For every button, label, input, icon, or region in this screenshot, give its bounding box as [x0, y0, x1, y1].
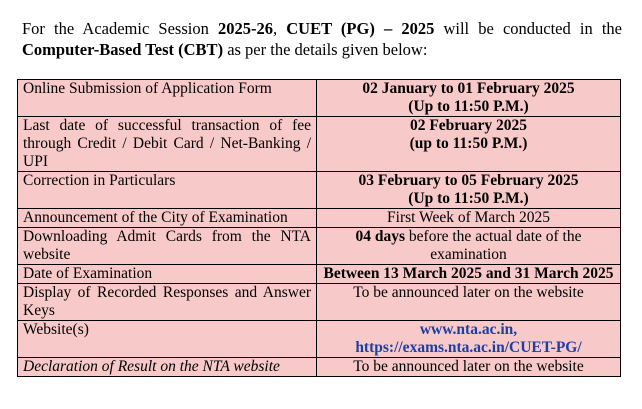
row-value: [317, 117, 621, 172]
table-row: [18, 80, 621, 117]
value-line: (up to 11:50 P.M.): [409, 135, 528, 152]
exam-mode: Computer-Based Test (CBT): [22, 40, 224, 59]
row-value: First Week of March 2025: [317, 209, 621, 228]
row-label: Online Submission of Application Form: [18, 80, 317, 117]
value-line: 02 February 2025: [409, 117, 528, 134]
row-label: Display of Recorded Responses and Answer Keys: [18, 284, 317, 321]
website-link-cuet-pg[interactable]: https://exams.nta.ac.in/CUET-PG/: [355, 339, 582, 356]
row-value: [317, 321, 621, 358]
row-label: Website(s): [18, 321, 317, 358]
table-row: [18, 209, 621, 228]
session-year: 2025-26: [217, 19, 273, 38]
value-line: 03 February to 05 February 2025: [358, 172, 579, 189]
row-label: Last date of successful transaction of fee through Credit / Debit Card / Net-Banking / UPI: [18, 117, 317, 172]
row-label: Announcement of the City of Examination: [18, 209, 317, 228]
website-link-nta[interactable]: www.nta.ac.in,: [419, 321, 518, 338]
row-value: Between 13 March 2025 and 31 March 2025: [317, 265, 621, 284]
table-row: [18, 228, 621, 265]
row-label: Date of Examination: [18, 265, 317, 284]
row-value: [317, 80, 621, 117]
schedule-table: [17, 79, 621, 377]
row-label: Correction in Particulars: [18, 172, 317, 209]
row-value: To be announced later on the website: [317, 284, 621, 321]
table-row: [18, 172, 621, 209]
value-line: (Up to 11:50 P.M.): [408, 98, 529, 115]
value-line: 02 January to 01 February 2025: [362, 80, 575, 97]
row-value: [317, 228, 621, 265]
value-rest: before the actual date of the examination: [405, 228, 582, 263]
row-value: To be announced later on the website: [317, 358, 621, 377]
intro-text-1: For the Academic Session: [22, 19, 218, 38]
row-label: Downloading Admit Cards from the NTA website: [18, 228, 317, 265]
exam-name: CUET (PG) – 2025: [286, 19, 435, 38]
value-line: (Up to 11:50 P.M.): [408, 190, 529, 207]
table-row: [18, 265, 621, 284]
intro-paragraph: [22, 18, 622, 60]
table-row: [18, 358, 621, 377]
table-row: [18, 284, 621, 321]
row-value: [317, 172, 621, 209]
value-bold: 04 days: [355, 228, 406, 245]
table-row: [18, 117, 621, 172]
intro-text-2: ,: [272, 19, 287, 38]
intro-text-4: as per the details given below:: [223, 40, 428, 59]
row-label: Declaration of Result on the NTA website: [18, 358, 317, 377]
intro-text-3: will be conducted in the: [434, 19, 622, 38]
table-row: [18, 321, 621, 358]
